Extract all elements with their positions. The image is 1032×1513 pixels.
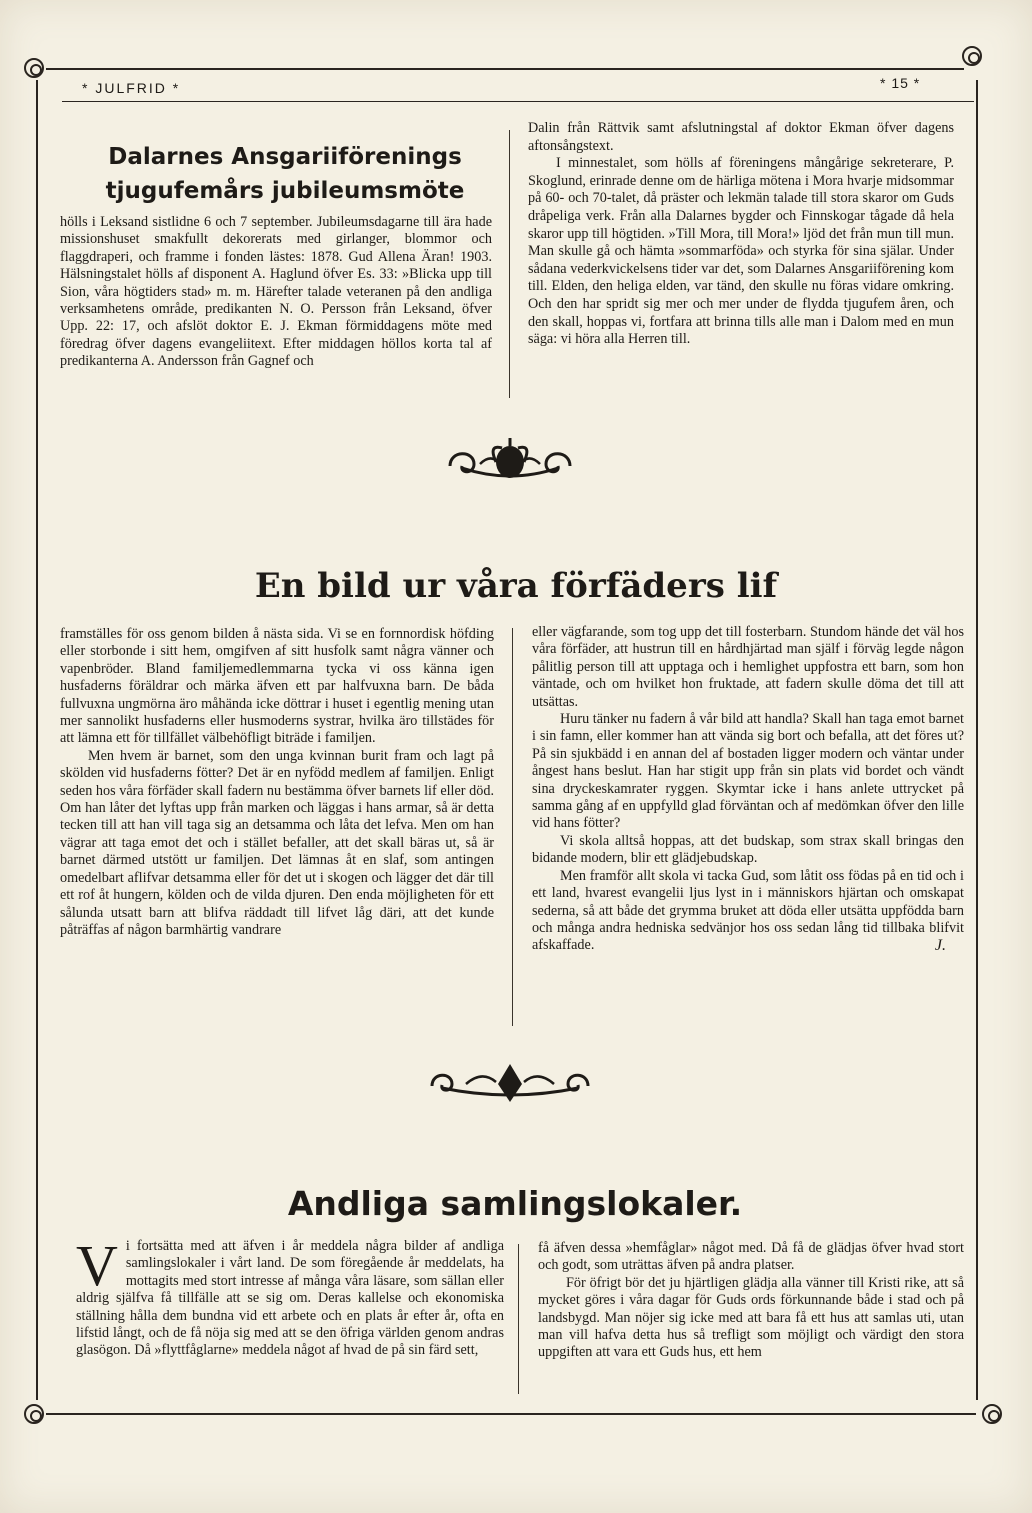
- frame-left-rule: [36, 80, 38, 1400]
- article-2-col2-para-1: eller vägfarande, som tog upp det till fosterbarn. Stundom hände det väl hos våra förfäder, att hustrun till en hårdhjärtad man själf i förväg legde någon pålitlig person till att upptaga och i hemlighet uppfostra ett barn, som hon väntade, och om hvilket hon fruktade, att fadern skulle döma det till att utsättas.: [532, 624, 964, 710]
- article-2-title: En bild ur våra förfäders lif: [254, 566, 778, 606]
- article-3-col1-para: [76, 1233, 504, 1360]
- running-title: * JULFRID *: [82, 80, 181, 96]
- frame-right-rule: [976, 80, 978, 1400]
- article-2-col1-para-1: framställes för oss genom bilden å nästa sida. Vi se en fornnordisk höfding eller storbonde i sitt hem, omgifven af sitt husfolk samt några vänner och vapenbröder. Bland familjemedlemmarna tycka vi oss känna igen husfaderns föräldrar och märka äfven ett par halfvuxna barn. De båda fullvuxna ungmörna äro måhända icke döttrar i huset i egentlig mening utan mer sannolikt husfaderns eller husmoderns systrar, hvilka äro tillstädes för att lämna ett för tillfället välbehöfligt biträde i familjen.: [60, 626, 494, 747]
- article-3-column-1: [76, 1233, 504, 1360]
- article-2-col2-para-2: Huru tänker nu fadern å vår bild att handla? Skall han taga emot barnet i sin famn, eller kommer han att vända sig bort och befalla, att det föres ut? På sin sjukbädd i en annan del af bostaden ligger modern och väntar under ångest hans beslut. Han har stigit upp från sin plats vid bordet och vändt sina dryckeskamrater ryggen. Skymtar icke i hans anlete uttrycket på samma gång af en uppfylld glad förväntan och af medömkan öfver den lille vid hans fötter?: [532, 711, 964, 832]
- article-1-col2-para-2: I minnestalet, som hölls af föreningens mångårige sekreterare, P. Skoglund, erinrade denne om de härliga mötena i Mora hvarje midsommar på 60- och 70-talet, då präster och lekmän talade till stora skaror om Guds dråpeliga verk. Från alla Dalarnes bygder och Finnskogar tågade då hela skaror upp till högtiden. »Till Mora, till Mora!» ljöd det från mun till mun. Man skulle gå och hämta »sommarföda» och styrka för sina själar. Under sådana vederkvickelsens tider var det, som Dalarnes Ansgariiförening kom till. Elden, den heliga elden, var tänd, den skulle nu föras vidare omkring. Och den har spridt sig mer och mer under de flydda tjugufem åren, och den skall, hoppas vi, fortfara att brinna tills alle man i Dalom med en mun säga: vi höra alla Herren till.: [528, 155, 954, 348]
- article-2-col2-para-4-text: Men framför allt skola vi tacka Gud, som låtit oss födas på en tid och i ett land, hvarest evangelii ljus lyst in i människors hjärtan och omskapat sederna, så att både det grymma bruket att döda eller utsätta uppfödda barn och många andra hedniska sedvänjor hos oss sedan lång tid tillbaka blifvit afskaffade.: [532, 867, 964, 954]
- article-1-column-2: [528, 120, 954, 349]
- corner-ornament-bottom-right: [982, 1404, 1002, 1424]
- article-1-column-1: [60, 214, 492, 371]
- column-divider-1: [509, 130, 510, 398]
- article-2-col1-para-2: Men hvem är barnet, som den unga kvinnan burit fram och lagt på skölden vid husfaderns fötter? Det är en nyfödd medlem af familjen. Enligt seden hos våra förfäder skall fadern nu bestämma öfver barnets lif eller död. Om han låter det lyftas upp från marken och läggas i hans armar, så är detta tecken till att han vill taga sig an detsamma och låta det lefva. Men om han vägrar att taga emot det och i stället befaller, att det skall bäras ut, så är barnet därmed utstött ur familjen. Det lämnas åt en slaf, som antingen omedelbart aflifvar detsamma eller för det ut i skogen och lägger det där till ett rof åt hungern, kölden och de vilda djuren. Den enda möjligheten för ett sålunda utsatt barn att blifva räddadt till lifvet låg däri, att det kunde påträffas af någon barmhärtig vandrare: [60, 747, 494, 938]
- drop-cap: V: [76, 1233, 118, 1298]
- article-3-column-2: [538, 1240, 964, 1362]
- corner-ornament-top-right: [962, 46, 982, 66]
- article-1-col1-text: hölls i Leksand sistlidne 6 och 7 september. Jubileumsdagarne till ära hade missionshuset smakfullt dekorerats med girlanger, blommor och flaggdraperi, och framme i fonden lästes: 1878. Gud Allena Äran! 1903. Hälsningstalet hölls af disponent A. Haglund öfver Es. 33: »Blicka upp till Sion, våra högtiders stad» m. m. Härefter talade veteranen på den andliga verksamhetens område, predikanten N. O. Persson från Leksand, öfver Upp. 22: 17, och afslöt doktor E. J. Ekman förmiddagens möte med föredrag öfver dagens evangeliitext. Efter middagen höllos korta tal af predikanterna A. Andersson från Gagnef och: [60, 214, 492, 370]
- article-3-title: Andliga samlingslokaler.: [287, 1184, 743, 1223]
- frame-top-rule: [46, 68, 964, 70]
- frame-header-rule: [62, 101, 974, 102]
- article-2-col2-para-3: Vi skola alltså hoppas, att det budskap, som strax skall bringas den bidande modern, blir ett glädjebudskap.: [532, 832, 964, 867]
- author-signature: J.: [934, 937, 946, 955]
- page-number: * 15 *: [880, 75, 921, 91]
- article-2-column-2: [532, 624, 964, 955]
- article-3-col2-para-2: För öfrigt bör det ju hjärtligen glädja alla vänner till Kristi rike, att så mycket göres i våra dagar för Guds ords förkunnande både i stad och på landsbygd. Man nöjer sig icke med att bara få ett hus att samlas uti, utan man vill hafva detta hus så trefligt som möjligt och värdigt den stora uppgiften att vara ett Guds hus, ett hem: [538, 1274, 964, 1361]
- corner-ornament-top-left: [24, 58, 44, 78]
- article-1-col2-para-1: Dalin från Rättvik samt afslutningstal af doktor Ekman öfver dagens aftonsångstext.: [528, 120, 954, 154]
- column-divider-2: [512, 628, 513, 1026]
- corner-ornament-bottom-left: [24, 1404, 44, 1424]
- article-3-col1-text: i fortsätta med att äfven i år meddela några bilder af andliga samlingslokaler i vårt land. De som föregående år meddelats, ha mottagits med stort intresse af många våra läsare, som sällan eller aldrig själfva få tillfälle att se sig om. Deras kallelse och ekonomiska ställning hålla dem bundna vid ett arbete och en plats år efter år, ofta en lifstid långt, och de få nöja sig med att se den öfriga världen genom andras glasögon. Då »flyttfåglarne» meddela något af hvad de på sin färd sett,: [76, 1238, 504, 1359]
- article-2-column-1: [60, 626, 494, 939]
- column-divider-3: [518, 1244, 519, 1394]
- floral-ornament-2: [426, 1058, 594, 1108]
- frame-bottom-rule: [46, 1413, 976, 1415]
- article-3-col2-para-1: få äfven dessa »hemfåglar» något med. Då få de glädjas öfver hvad stort och godt, som uträttas äfven på andra platser.: [538, 1240, 964, 1274]
- article-1-title: Dalarnes Ansgariiförenings tjugufemårs jubileumsmöte: [105, 144, 465, 204]
- article-2-col2-para-4: [532, 868, 964, 955]
- floral-ornament-1: [440, 436, 580, 488]
